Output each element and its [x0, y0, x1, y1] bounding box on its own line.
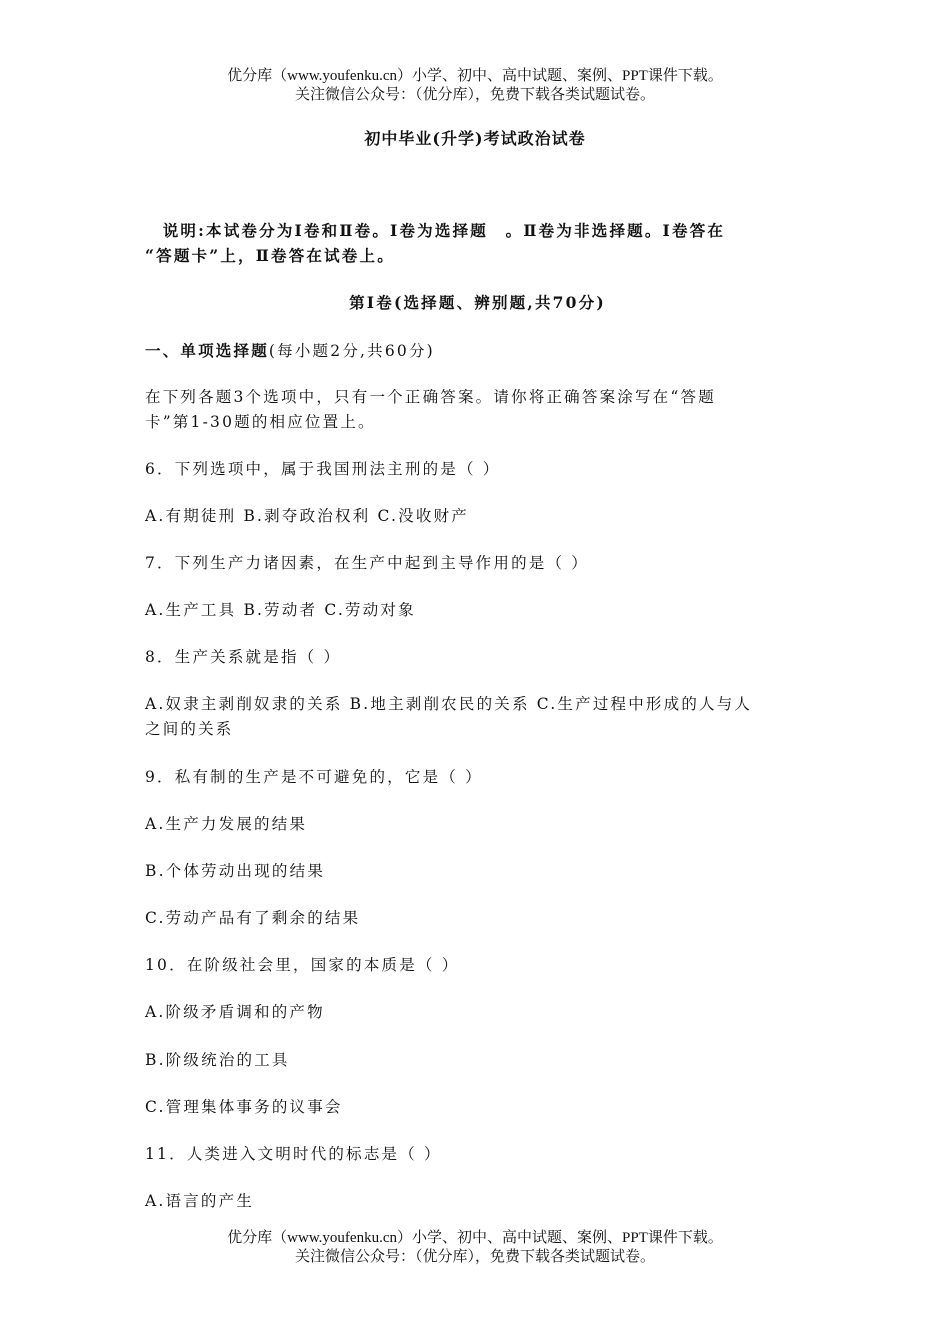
question-9-option-c: C.劳动产品有了剩余的结果 [145, 909, 361, 927]
question-6: 6．下列选项中，属于我国刑法主刑的是（ ） [145, 460, 501, 478]
question-10-option-c: C.管理集体事务的议事会 [145, 1098, 343, 1116]
part-one-label: 一、单项选择题 [145, 341, 269, 360]
question-11-option-a: A.语言的产生 [145, 1192, 255, 1210]
page-footer [0, 1229, 950, 1267]
header-line-1: 优分库（www.youfenku.cn）小学、初中、高中试题、案例、PPT课件下载。 [227, 68, 723, 84]
question-9-option-a: A.生产力发展的结果 [145, 815, 308, 833]
question-10-option-a: A.阶级矛盾调和的产物 [145, 1003, 325, 1021]
footer-line-2: 关注微信公众号：（优分库），免费下载各类试题试卷。 [294, 1249, 655, 1265]
question-8-options-line-1: A.奴隶主剥削奴隶的关系 B.地主剥削农民的关系 C.生产过程中形成的人与人 [145, 695, 753, 713]
page-header [0, 67, 950, 105]
question-9-option-b: B.个体劳动出现的结果 [145, 862, 326, 880]
part-one-heading [145, 338, 810, 364]
footer-line-1: 优分库（www.youfenku.cn）小学、初中、高中试题、案例、PPT课件下载。 [227, 1230, 723, 1246]
exam-title: 初中毕业(升学)考试政治试卷 [364, 129, 586, 148]
section-title: 第Ⅰ卷(选择题、辨别题,共70分) [349, 293, 606, 312]
instructions-line-1: 说明:本试卷分为Ⅰ卷和Ⅱ卷。Ⅰ卷为选择题 。Ⅱ卷为非选择题。Ⅰ卷答在 [145, 221, 726, 240]
directions-line-1: 在下列各题3个选项中，只有一个正确答案。请你将正确答案涂写在“答题 [145, 388, 716, 406]
directions-line-2: 卡”第1-30题的相应位置上。 [145, 413, 376, 431]
question-6-options: A.有期徒刑 B.剥夺政治权利 C.没收财产 [145, 507, 469, 525]
question-7-options: A.生产工具 B.劳动者 C.劳动对象 [145, 601, 416, 619]
question-7: 7．下列生产力诸因素，在生产中起到主导作用的是（ ） [145, 554, 589, 572]
part-one-note: (每小题2分,共60分) [268, 342, 435, 360]
question-10-option-b: B.阶级统治的工具 [145, 1051, 290, 1069]
question-11: 11．人类进入文明时代的标志是（ ） [145, 1145, 442, 1163]
instructions-line-2: “答题卡”上，Ⅱ卷答在试卷上。 [145, 246, 395, 265]
question-9: 9．私有制的生产是不可避免的，它是（ ） [145, 768, 483, 786]
question-10: 10．在阶级社会里，国家的本质是（ ） [145, 956, 460, 974]
question-8-options-line-2: 之间的关系 [145, 720, 234, 738]
question-8: 8．生产关系就是指（ ） [145, 648, 342, 666]
header-line-2: 关注微信公众号：（优分库），免费下载各类试题试卷。 [294, 87, 655, 103]
